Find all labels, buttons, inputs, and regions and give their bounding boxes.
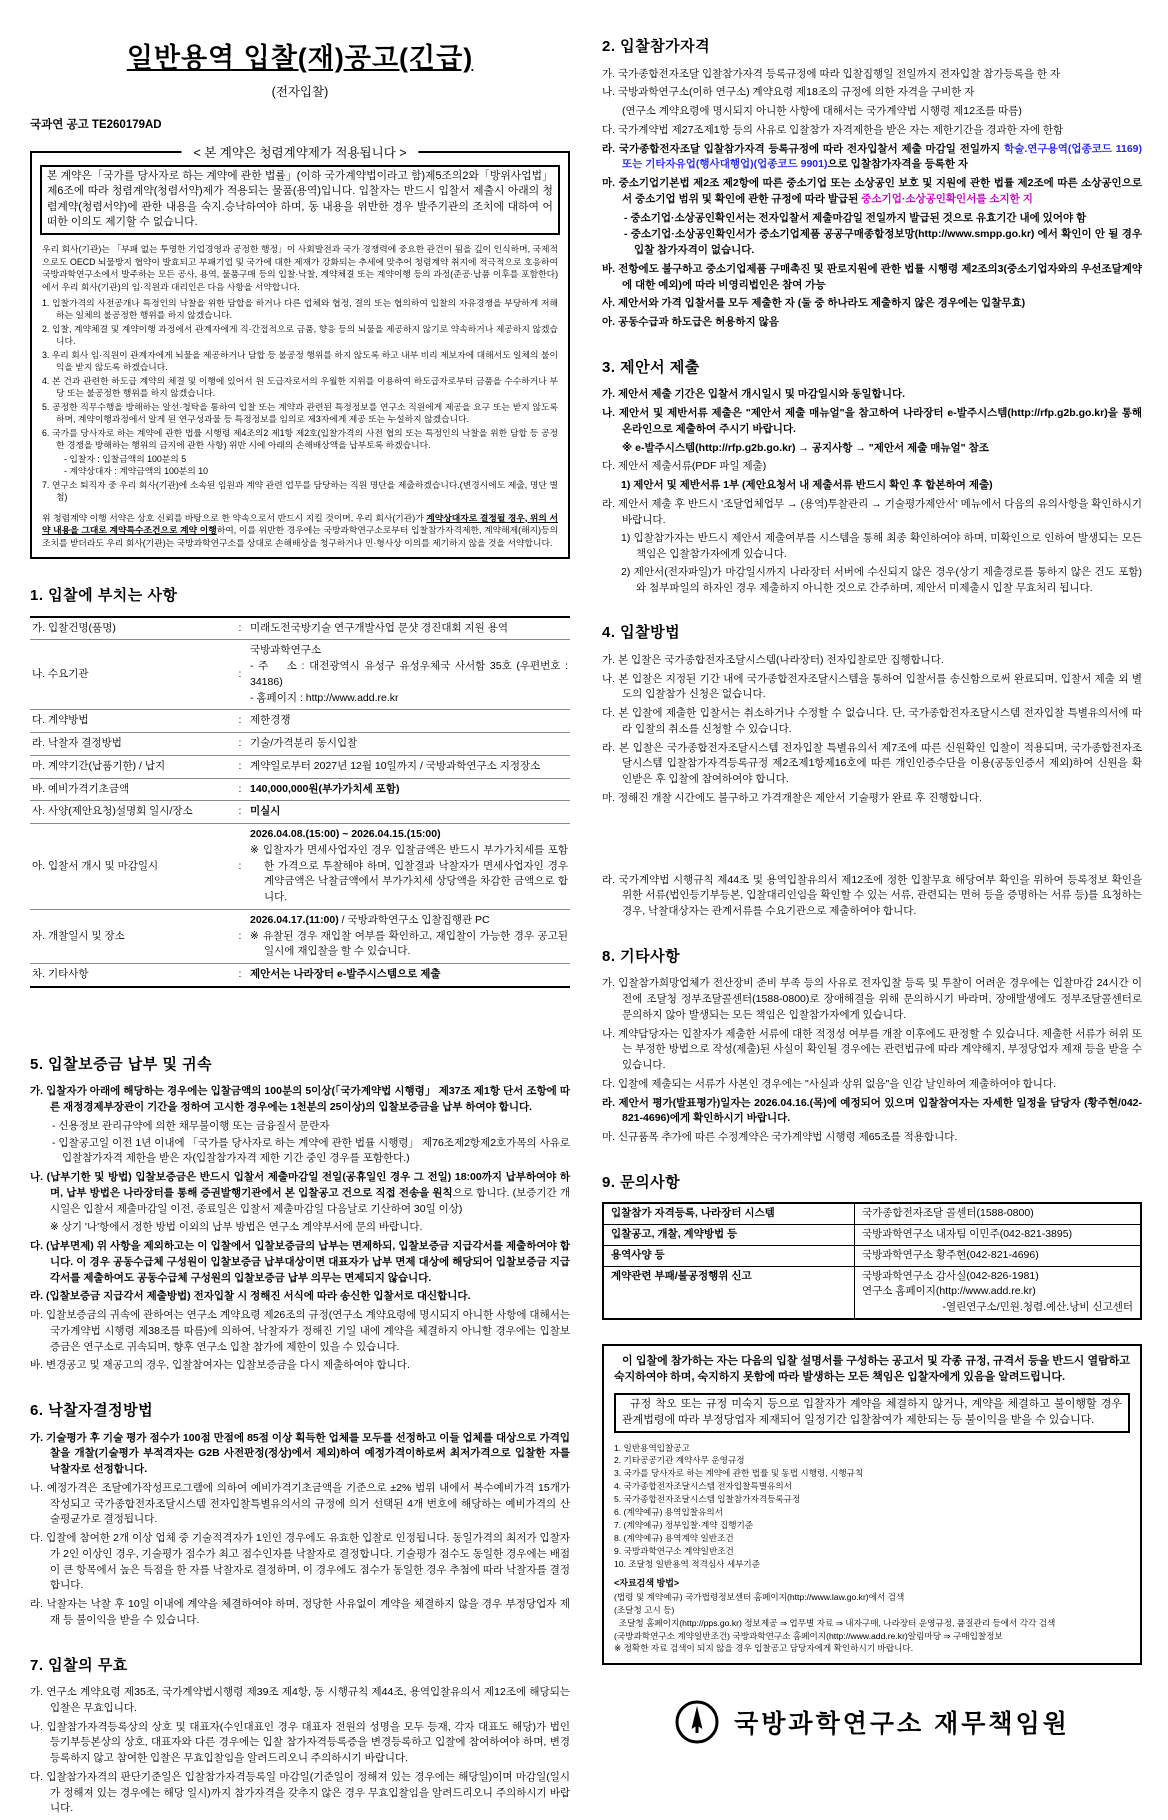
section8-heading: 8. 기타사항 [602,947,681,965]
list-item: ※ 정확한 자료 검색이 되지 않을 경우 입찰공고 담당자에게 확인하시기 바랍니다. [614,1643,914,1654]
clause: 다. (납부면제) 위 사항을 제외하고는 이 입찰에서 입찰보증금의 납부는 면제하되, 입찰보증금 지급각서를 제출하여야 합니다. 이 경우 공동수급체 구성원이 입찰보증금 납부대상이면 대표자가 납부 면제 대상에 해당되어 입찰보증금 지급각서를 제출하여도 공동수급체 구성원의 입찰보증금 납부 의무는 면제되지 않습니다. [30,1240,570,1284]
pledge-item-2: 2. 입찰, 계약체결 및 계약이행 과정에서 관계자에게 직·간접적으로 금품, 향응 등의 뇌물을 제공하지 않기로 약속하거나 제공하지 않겠습니다. [42,323,558,347]
pledge-item-4: 4. 본 건과 관련한 하도급 계약의 체결 및 이행에 있어서 원 도급자로서의 우월한 지위를 이용하여 하도급자로부터 금품을 수수하거나 부당 또는 불공정한 행위를 하지 않겠습니다. [42,375,558,399]
clause: 가. 제안서 제출 기간은 입찰서 개시일시 및 마감일시와 동일합니다. [602,388,906,401]
section2-heading: 2. 입찰참가자격 [602,38,711,55]
clause: 마. 신규품목 추가에 따른 수정계약은 국가계약법 시행령 제65조를 적용합니다. [602,1131,958,1143]
integrity-pledge-box [30,145,570,560]
section5-heading: 5. 입찰보증금 납부 및 귀속 [30,1055,213,1073]
clause-sub: 1) 입찰참가자는 반드시 제안서 제출여부를 시스템을 통해 최종 확인하여야 하며, 미확인으로 인하여 발생되는 모든 책임은 입찰참가자에게 있습니다. [621,532,1142,560]
list-item: 1. 일반용역입찰공고 [614,1442,690,1453]
clause: 바. 전항에도 불구하고 중소기업제품 구매촉진 및 판로지원에 관한 법률 시행령 제2조의3(중소기업자와의 우선조달계약에 대한 예외)에 따라 비영리법인은 참여 가능 [602,262,1142,291]
add-logo-icon [674,1699,720,1751]
right-column [602,22,1142,1820]
clause: 다. 입찰참가자격의 판단기준일은 입찰참가자격등록일 마감일(기준일이 정해져 있는 경우에는 해당일)이며 마감일(일시가 정해져 있는 경우에는 해당 일시)까지 참가자격을 갖추지 않은 경우 무효입찰임을 알려드리오니 주의하시기 바랍니다. [30,1770,570,1815]
table-row: 사. 사양(제안요청)설명회 일시/장소 : 미실시 [30,801,570,824]
integrity-intro: 본 계약은「국가를 당사자로 하는 계약에 관한 법률」(이하 국가계약법이라고 함)제5조의2와「방위사업법」제6조에 따라 청렴계약(청렴서약)제가 적용되는 물품(용역)입니다. 입찰자는 반드시 입찰서 제출시 아래의 청렴계약(청렴서약)에 관한 내용을 숙지.승낙하여야 하며, 동 내용을 위반한 경우 발주기관의 조치에 대하여 어떠한 이의도 제기할 수 없습니다. [40,165,560,236]
clause: 나. 계약담당자는 입찰자가 제출한 서류에 대한 적정성 여부를 개찰 이후에도 판정할 수 있습니다. 제출한 서류가 허위 또는 부정한 방법으로 작성(제출)된 사실이 확인될 경우에는 관련법규에 따라 계약해지, 부정당업자 제재 등을 받을 수 있습니다. [602,1027,1142,1071]
clause: 다. 입찰에 제출되는 서류가 사본인 경우에는 "사실과 상위 없음"을 인감 날인하여 제출하여야 합니다. [602,1077,1057,1090]
clause-note: ※ e-발주시스템(http://rfp.g2b.go.kr) → 공지사항 → "제안서 제출 매뉴얼" 참조 [622,441,989,454]
list-item: 9. 국방과학연구소 계약일반조건 [614,1545,734,1556]
clause: 가. 기술평가 후 기술 평가 점수가 100점 만점에 85점 이상 획득한 업체를 모두를 선정하고 이들 업체를 대상으로 가격입찰을 개찰(기술평가 부적격자는 G2B 사전판정(정상)에서 제외)하여 예정가격이하로써 최저가격으로 입찰한 자를 낙찰자로 선정합니다. [30,1431,570,1476]
table-row: 차. 기타사항 : 제안서는 나라장터 e-발주시스템으로 제출 [32,968,441,981]
section7-heading: 7. 입찰의 무효 [30,1656,128,1674]
section4-heading: 4. 입찰방법 [602,624,681,642]
pledge-item-1: 1. 입찰가격의 사전공개나 특정인의 낙찰을 위한 담합을 하거나 다른 업체와 협정, 결의 또는 협의하여 입찰의 자유경쟁을 부당하게 저해하는 일체의 불공정한 행위를 하지 않겠습니다. [42,298,558,321]
table-row: 입찰참가 자격등록, 나라장터 시스템 국가종합전자조달 콜센터(1588-0800) [603,1203,1141,1224]
clause: 라. 국가종합전자조달 입찰참가자격 등록규정에 따라 전자입찰서 제출 마감일 전일까지 학술.연구용역(업종코드 1169) 또는 기타자유업(행사대행업)(업종코드 9901)으로 입찰참가자격을 등록한 자 [602,142,1142,171]
table-row: 바. 예비가격기초금액 : 140,000,000원(부가가치세 포함) [30,778,570,801]
notice-warning: 규정 착오 또는 규정 미숙지 등으로 입찰자가 계약을 체결하지 않거나, 계약을 체결하고 불이행할 경우 관계법령에 따라 부정당업자 제재되어 일정기간 입찰참여가 제한되는 등 불이익을 받을 수 있습니다. [614,1393,1130,1433]
list-item: 조달청 홈페이지(http://pps.go.kr) 정보제공 ⇒ 업무별 자료 ⇒ 내자구매, 나라장터 운영규정, 품질관리 등에서 각각 검색 [614,1617,1056,1628]
clause: 가. 입찰참가희망업체가 전산장비 준비 부족 등의 사유로 전자입찰 등록 및 투찰이 어려운 경우에는 입찰마감 24시간 이전에 조달청 정부조달콜센터(1588-0800)로 장애해결을 위해 문의하시기 바라며, 장애발생에도 정부조달콜센터로 문의하지 않아 발생되는 모든 책임은 입찰참가자에게 있습니다. [602,977,1142,1021]
clause-note: ※ 상기 '나'항에서 정한 방법 이외의 납부 방법은 연구소 계약부서에 문의 바랍니다. [50,1221,423,1234]
table-row: 가. 입찰건명(품명) : 미래도전국방기술 연구개발사업 문샷 경진대회 지원 용역 [30,617,570,640]
pledge-item-7: 7. 연구소 퇴직자 중 우리 회사(기관)에 소속된 임원과 계약 관련 업무를 담당하는 직원 명단을 제출하겠습니다.(변경시에도 제출, 명단 별첨) [42,479,558,503]
table-row: 나. 수요기관 : 국방과학연구소 - 주 소 : 대전광역시 유성구 유성우체국 사서함 35호 (우편번호 : 34186) - 홈페이지 : http://www.add.re.kr [30,640,570,710]
table-row: 계약관련 부패/불공정행위 신고 국방과학연구소 감사실(042-826-1981) 연구소 홈페이지(http://www.add.re.kr) -열린연구소/민원.청렴.예산.낭비 신고센터 [603,1266,1141,1319]
clause: 라. 제안서 평가(발표평가)일자는 2026.04.16.(목)에 예정되어 있으며 입찰참여자는 자세한 일정을 담당자 (황주현/042-821-4696)에게 확인하시기 바랍니다. [602,1096,1142,1125]
list-item: 5. 국가종합전자조달시스템 입찰참가자격등록규정 [614,1494,801,1505]
clause: 가. 입찰자가 아래에 해당하는 경우에는 입찰금액의 100분의 5이상(「국가계약법 시행령」 제37조 제1항 단서 조항에 따른 재정경제부장관이 기간을 정하여 고시한 경우에는 1천분의 25이상)의 입찰보증금을 납부 하여야 합니다. [30,1085,570,1114]
clause: 마. 정해진 개찰 시간에도 불구하고 가격개찰은 제안서 기술평가 완료 후 진행합니다. [602,791,982,804]
table-row: 용역사양 등 국방과학연구소 황주현(042-821-4696) [603,1245,1141,1266]
clause: 나. 국방과학연구소(이하 연구소) 계약요령 제18조의 규정에 의한 자격을 구비한 자 [602,86,975,99]
list-item: (국방과학연구소 계약일반조건) 국방과학연구소 홈페이지(http://www.add.re.kr)알림마당 ⇒ 구매입찰정보 [614,1630,1003,1641]
clause: 다. 본 입찰에 제출한 입찰서는 취소하거나 수정할 수 없습니다. 단, 국가종합전자조달시스템 전자입찰 특별유의서에 따라 입찰의 취소를 신청할 수 있습니다. [602,707,1142,735]
section7-continued-clause: 라. 국가계약법 시행규칙 제44조 및 용역입찰유의서 제12조에 정한 입찰무효 해당여부 확인을 위하여 등록정보 확인을 위한 서류(법인등기부등본, 입찰대리인임을 확인할 수 있는 서류, 관련되는 면허 등을 증명하는 서류 등)를 요청하는 경우, 낙찰대상자는 관계서류를 수요기관으로 제출하여야 합니다. [602,873,1142,917]
table-row: 입찰공고, 개찰, 계약방법 등 국방과학연구소 내자팀 이민주(042-821-3895) [603,1225,1141,1246]
bidder-notice-box [602,1344,1142,1666]
pledge-closing: 위 청렴계약 이행 서약은 상호 신뢰를 바탕으로 한 약속으로서 반드시 지킬 것이며, 우리 회사(기관)가 계약상대자로 결정될 경우, 위의 서약 내용을 그대로 계약특수조건으로 계약 이행하여, 이를 위반한 경우에는 국방과학연구소로부터 입찰참가자격제한, 계약해제(해지)등의 조치를 받더라도 우리 회사(기관)는 국방과학연구소를 상대로 손해배상을 청구하거나 민·형사상 이의를 제기하지 않을 것을 서약합니다. [42,512,558,548]
clause: 사. 제안서와 가격 입찰서를 모두 제출한 자 (둘 중 하나라도 제출하지 않은 경우에는 입찰무효) [602,297,1026,310]
clause: 아. 공동수급과 하도급은 허용하지 않음 [602,316,779,328]
list-item: 4. 국가종합전자조달시스템 전자입찰특별유의서 [614,1481,792,1492]
table-row: 라. 낙찰자 결정방법 : 기술/가격분리 동시입찰 [30,733,570,756]
clause: 바. 변경공고 및 재공고의 경우, 입찰참여자는 입찰보증금을 다시 제출하여야 합니다. [30,1359,410,1372]
table-row: 아. 입찰서 개시 및 마감일시 : 2026.04.08.(15:00) ~ 2026.04.15.(15:00) ※ 입찰자가 면세사업자인 경우 입찰금액은 반드시 부가가치세를 포함한 가격으로 투찰해야 하며, 입찰결과 낙찰자가 면세사업자인 경우 계약금액은 낙찰금액에서 부가가치세 상당액을 차감한 금액으로 합니다. [30,824,570,910]
clause-sub: - 신용정보 관리규약에 의한 채무불이행 또는 금융질서 문란자 [52,1119,330,1132]
clause: 라. 본 입찰은 국가종합전자조달시스템 전자입찰 특별유의서 제7조에 따른 신원확인 입찰이 적용되며, 국가종합전자조달시스템 입찰참가자격등록규정 제2조제1항제16호에 따른 개인인증수단을 이용(공동인증서 제외)하여 신원을 확인받은 후 입찰에 참여하여야 합니다. [602,741,1142,785]
left-column [30,22,570,1820]
clause: 가. 연구소 계약요령 제35조, 국가계약법시행령 제39조 제4항, 동 시행규칙 제44조, 용역입찰유의서 제12조에 해당되는 입찰은 무효입니다. [30,1686,570,1714]
pledge-item-3: 3. 우리 회사 임·직원이 관계자에게 뇌물을 제공하거나 담합 등 불공정 행위를 하지 않도록 하고 내부 비리 제보자에 대해서도 일체의 불이익을 받지 않도록 하겠습니다. [42,349,558,373]
list-item: (법령 및 계약예규) 국가법령정보센터 홈페이지(http://www.law.go.kr)에서 검색 [614,1591,905,1602]
section6-heading: 6. 낙찰자결정방법 [30,1402,154,1420]
section3-heading: 3. 제안서 제출 [602,358,700,376]
clause: 가. 본 입찰은 국가종합전자조달시스템(나라장터) 전자입찰로만 집행합니다. [602,653,944,666]
list-item: (조달청 고시 등) [614,1604,675,1615]
list-item: 7. (계약예규) 정부입찰·계약 집행기준 [614,1519,754,1530]
signature-footer [602,1699,1142,1751]
page-title: 일반용역 입찰(재)공고(긴급) [126,43,474,73]
integrity-box-title: < 본 계약은 청렴계약제가 적용됩니다 > [181,144,418,163]
clause-sub: - 입찰공고일 이전 1년 이내에 「국가를 당사자로 하는 계약에 관한 법률 시행령」 제76조제2항제2호가목의 사유로 입찰참가자격 제한을 받은 자(입찰참가자격 제한 기간 중인 경우를 포함한다.) [52,1136,570,1165]
pledge-item-6-sub1: - 입찰자 : 입찰금액의 100분의 5 [64,453,187,464]
notice-number: 국과연 공고 TE260179AD [30,119,162,132]
clause: 나. 예정가격은 조달예가작성프로그램에 의하여 예비가격기초금액을 기준으로 ±2% 범위 내에서 복수예비가격 15개가 작성되고 국가종합전자조달시스템 전자입찰특별유의서의 규정에 의거 선택된 4개 번호에 해당하는 예비가격의 산술평균가로 결정됩니다. [30,1481,570,1526]
clause: 나. 본 입찰은 지정된 기간 내에 국가종합전자조달시스템을 통하여 입찰서를 송신함으로써 완료되며, 입찰서 제출 외 별도의 입찰참가 신청은 없습니다. [602,672,1142,701]
section9-heading: 9. 문의사항 [602,1173,681,1191]
inquiry-table [602,1202,1142,1320]
clause-sub: 2) 제안서(전자파일)가 마감일시까지 나라장터 서버에 수신되지 않은 경우(상기 제출경로를 통하지 않은 건도 포함)와 첨부파일의 하자인 경우 제출하지 아니한 것으로 간주하며, 제안서 미제출시 입찰 무효처리 됩니다. [621,565,1142,594]
clause-sub: - 중소기업·소상공인확인서는 전자입찰서 제출마감일 전일까지 발급된 것으로 유효기간 내에 있어야 함 [624,211,1087,224]
clause: 마. 중소기업기본법 제2조 제2항에 따른 중소기업 또는 소상공인 보호 및 지원에 관한 법률 제2조에 따른 소상공인으로서 중소기업 범위 및 확인에 관한 규정에 따라 발급된 중소기업·소상공인확인서를 소지한 지 [602,177,1142,205]
clause: 나. (납부기한 및 방법) 입찰보증금은 반드시 입찰서 제출마감일 전일(공휴일인 경우 그 전일) 18:00까지 납부하여야 하며, 납부 방법은 나라장터를 통해 증권발행기관에서 본 입찰공고 건으로 직접 전송을 원칙으로 합니다. (보증기간 개시일은 입찰서 제출마감일 이전, 종료일은 입찰서 제출마감일 다음날로 기산하여 30일 이상) [30,1171,570,1215]
pledge-item-6-sub2: - 계약상대자 : 계약금액의 100분의 10 [64,466,209,477]
table-row: 마. 계약기간(납품기한) / 납지 : 계약일로부터 2027년 12월 10일까지 / 국방과학연구소 지정장소 [30,755,570,778]
clause: 나. 제안서 및 제반서류 제출은 "제안서 제출 매뉴얼"을 참고하여 나라장터 e-발주시스템(http://rfp.g2b.go.kr)을 통해 온라인으로 제출하여 주시기 바랍니다. [602,407,1142,435]
clause-sub: (연구소 계약요령에 명시되지 아니한 사항에 대해서는 국가계약법 시행령 제12조를 따름) [622,105,1022,117]
pledge-intro: 우리 회사(기관)는 「부패 없는 투명한 기업경영과 공정한 행정」이 사회발전과 국가 경쟁력에 중요한 관건이 됨을 깊이 인식하며, 국제적으로도 OECD 뇌물방지 협약이 발효되고 부패기업 및 국가에 대한 제재가 강화되는 추세에 맞추어 청렴계약 취지에 적극적으로 호응하여 국방과학연구소에서 발주하는 모든 공사, 용역, 물품구매 등의 입찰·낙찰, 계약체결 또는 계약이행 등의 과정(준공·납품 이후를 포함한다)에서 우리 회사(기관)의 임·직원과 대리인은 다음 사항을 서약합니다. [42,244,558,292]
list-item: 6. (계약예규) 용역입찰유의서 [614,1506,723,1517]
section1-heading: 1. 입찰에 부치는 사항 [30,587,178,605]
search-method-lines [614,1591,1130,1655]
clause: 다. 제안서 제출서류(PDF 파일 제출) [602,460,767,473]
clause: 라. 낙찰자는 낙찰 후 10일 이내에 계약을 체결하여야 하며, 정당한 사유없이 계약을 체결하지 않을 경우 부정당업자 제재 등 불이익을 받을 수 있습니다. [30,1598,570,1626]
clause: 마. 입찰보증금의 귀속에 관하여는 연구소 계약요령 제26조의 규정(연구소 계약요령에 명시되지 아니한 사항에 대해서는 국가계약법 시행령 제38조를 따름)에 의하여, 낙찰자가 정해진 기일 내에 계약을 체결하지 아니할 경우에는 입찰보증금은 연구소로 귀속되며, 향후 연구소 입찰 참가에 제한이 있을 수 있습니다. [30,1309,570,1353]
clause: 가. 국가종합전자조달 입찰참가자격 등록규정에 따라 입찰집행일 전일까지 전자입찰 참가등록을 한 자 [602,67,1061,80]
reference-document-list [614,1442,1130,1571]
issuing-authority: 국방과학연구소 재무책임원 [734,1710,1070,1739]
clause-sub: 1) 제안서 및 제반서류 1부 (제안요청서 내 제출서류 반드시 확인 후 합본하여 제출) [621,479,993,491]
page-subtitle: (전자입찰) [271,84,329,99]
table-row: 자. 개찰일시 및 장소 : 2026.04.17.(11:00) / 국방과학연구소 입찰집행관 PC ※ 유찰된 경우 재입찰 여부를 확인하고, 재입찰이 가능한 경우 공고된 일시에 재입찰을 할 수 있습니다. [30,909,570,963]
sme-certificate-highlight: 중소기업·소상공인확인서를 소지한 지 [861,192,1033,205]
list-item: 3. 국가를 당사자로 하는 계약에 관한 법률 및 동법 시행령, 시행규칙 [614,1468,864,1479]
pledge-item-6: 6. 국가를 당사자로 하는 계약에 관한 법률 시행령 제4조의2 제1항 제2호(입찰가격의 사전 협의 또는 특정인의 낙찰을 위한 담합 등 공정한 경쟁을 방해하는 행위의 금지에 관한 사항) 위반 시에 아래의 손해배상액을 납부토록 하겠습니다. [42,427,558,451]
clause: 라. (입찰보증금 지급각서 제출방법) 전자입찰 시 정해진 서식에 따라 송신한 입찰서로 대신합니다. [30,1290,471,1303]
clause: 다. 국가계약법 제27조제1항 등의 사유로 입찰참가 자격제한을 받은 자는 제한기간을 경과한 자에 한함 [602,123,1064,136]
industry-code-highlight: 학술.연구용역(업종코드 1169) 또는 기타자유업(행사대행업)(업종코드 9901) [622,142,1142,171]
clause: 다. 입찰에 참여한 2개 이상 업체 중 기술적격자가 1인인 경우에도 유효한 입찰로 인정됩니다. 동일가격의 최저가 입찰자가 2인 이상인 경우, 기술평가 점수가 최고 점수인자를 낙찰자로 결정합니다. 기술평가 점수도 동일한 경우에는 배점이 큰 항목에서 높은 득점을 한 자를 낙찰자로 결정하며, 이 경우에도 점수가 동일한 경우 추첨에 따라 낙찰자를 결정합니다. [30,1532,570,1592]
pledge-item-5: 5. 공정한 직무수행을 방해하는 알선·청탁을 통하여 입찰 또는 계약과 관련된 특정정보를 연구소 직원에게 제공을 요구 또는 받지 않도록 하며, 계약이행과정에서 알게 된 연구성과물 등 특정정보를 임의로 제3자에게 제공 또는 누설하지 않겠습니다. [42,401,558,425]
list-item: 2. 기타공공기관 계약사무 운영규정 [614,1455,745,1466]
search-method-title: <자료검색 방법> [614,1578,680,1589]
list-item: 8. (계약예규) 용역계약 일반조건 [614,1532,734,1543]
bid-items-table [30,616,570,988]
clause: 나. 입찰참가자격등록상의 상호 및 대표자(수인대표인 경우 대표자 전원의 성명을 모두 등재, 각자 대표도 해당)가 법인등기부등본상의 상호, 대표자와 다른 경우에는 입찰 참가자격등록증을 변경등록하고 입찰에 참여하여야 하며, 변경등록하지 않고 참여한 입찰은 무효입찰임을 알려드리오니 주의하시기 바랍니다. [30,1720,570,1765]
clause: 라. 제안서 제출 후 반드시 '조달업체업무 → (용역)투찰관리 → 기술평가제안서' 메뉴에서 다음의 유의사항을 확인하시기 바랍니다. [602,497,1142,526]
list-item: 10. 조달청 일반용역 적격심사 세부기준 [614,1558,761,1569]
pledge-closing-emphasis: 계약상대자로 결정될 경우, 위의 서약 내용을 그대로 계약특수조건으로 계약 이행 [42,512,558,536]
notice-head: 이 입찰에 참가하는 자는 다음의 입찰 설명서를 구성하는 공고서 및 각종 규정, 규격서 등을 반드시 열람하고 숙지하여야 하며, 숙지하지 못함에 따라 발생하는 모든 책임은 입찰자에게 있음을 알려드립니다. [614,1354,1130,1383]
table-row: 다. 계약방법 : 제한경쟁 [30,710,570,733]
clause-sub: - 중소기업·소상공인확인서가 중소기업제품 공공구매종합정보망(http://www.smpp.go.kr) 에서 확인이 안 될 경우 입찰 참가자격이 없습니다. [624,228,1142,256]
